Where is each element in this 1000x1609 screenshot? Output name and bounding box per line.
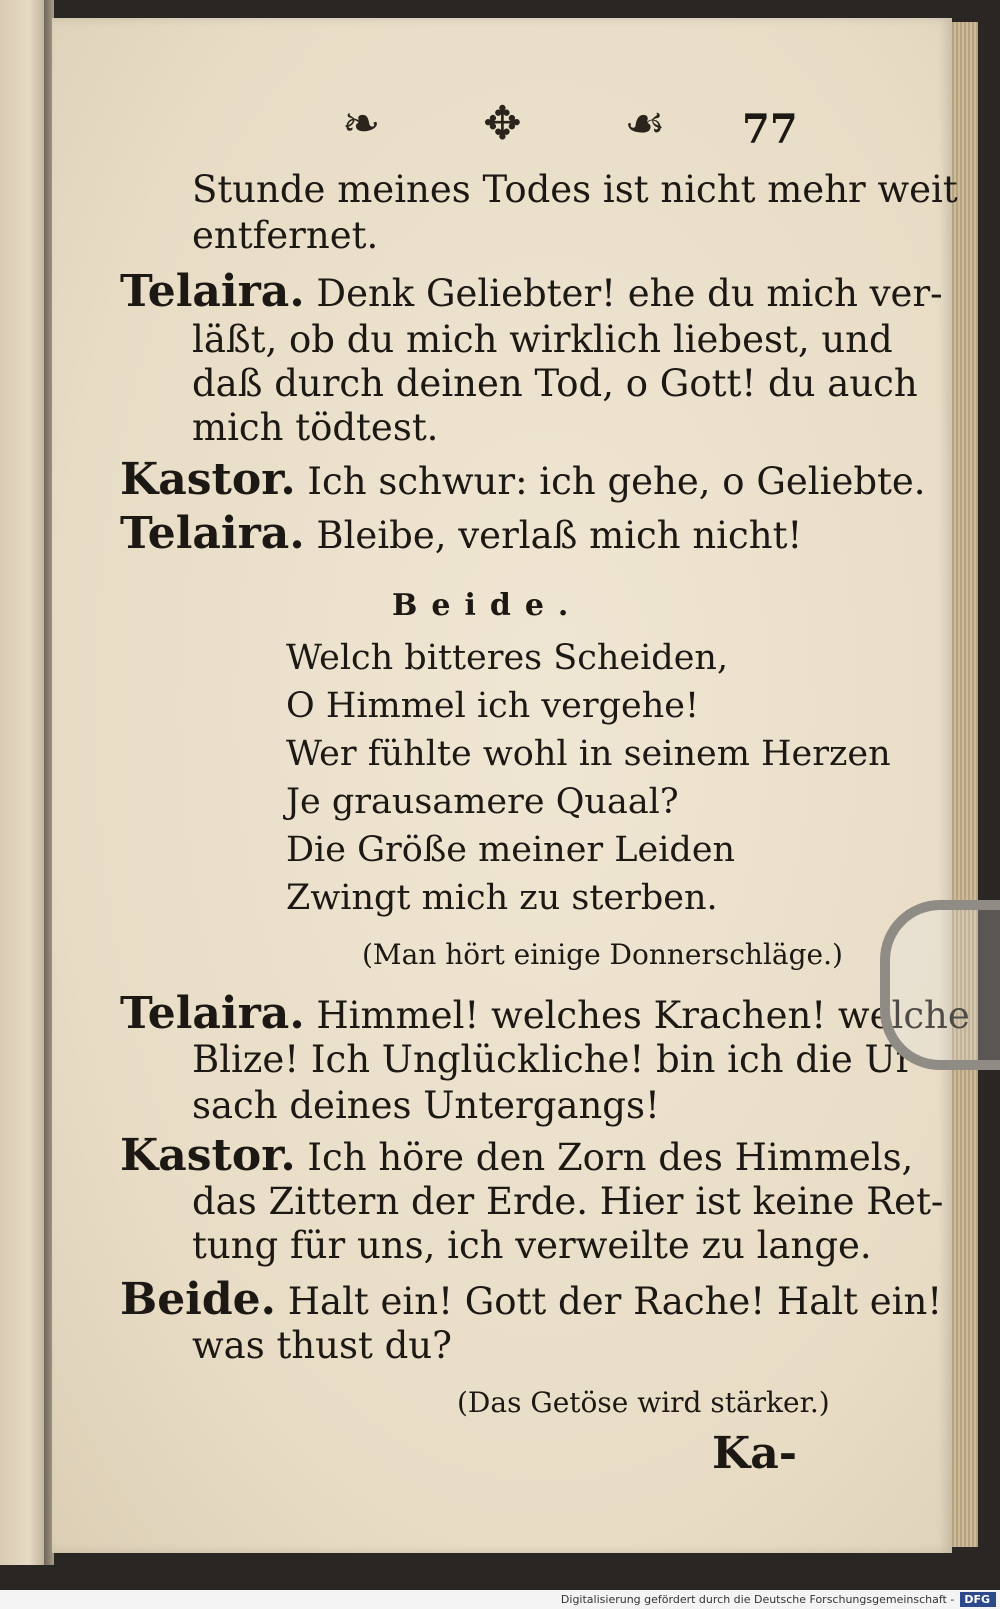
verse-line: O Himmel ich vergehe! [286,686,700,726]
speech-line [120,1274,942,1325]
line-text: Ich schwur: ich gehe, o Geliebte. [307,460,926,503]
text-line [192,1324,452,1367]
text-line [192,1180,943,1223]
speech-line [120,508,802,559]
line-text: tung für uns, ich verweilte zu lange. [192,1224,872,1267]
dfg-logo: DFG [960,1592,996,1607]
page-number: 77 [742,106,798,153]
line-text: Himmel! welches Krachen! welche [316,994,970,1037]
line-text: das Zittern der Erde. Hier ist keine Ret- [192,1180,944,1223]
speaker-name: Telaira. [120,988,305,1039]
line-text: was thust du? [192,1324,452,1367]
line-text: sach deines Untergangs! [192,1084,660,1127]
line-text: mich tödtest. [192,406,439,449]
line-text: Ich höre den Zorn des Himmels, [307,1136,914,1179]
left-page-edge [0,0,48,1565]
speaker-name: Telaira. [120,508,305,559]
verse-line: Zwingt mich zu sterben. [286,878,718,918]
page-clip [880,900,1000,1070]
text-line [192,318,893,361]
book-page [52,18,970,1553]
stage-direction: (Man hört einige Donnerschläge.) [362,938,843,971]
line-text: Halt ein! Gott der Rache! Halt ein! [287,1280,943,1323]
text-line [192,406,438,449]
verse-line: Wer fühlte wohl in seinem Herzen [286,734,891,774]
speech-line [120,988,970,1039]
speech-line [120,1130,913,1181]
speaker-name: Kastor. [120,1130,296,1181]
page-content [52,18,970,1553]
page-stack-edge [950,22,978,1547]
duet-heading: Beide. [392,588,583,623]
line-text: Denk Geliebter! ehe du mich ver- [316,272,943,315]
text-line [192,1224,872,1267]
line-text: daß durch deinen Tod, o Gott! du auch [192,362,918,405]
line-text: läßt, ob du mich wirklich liebest, und [192,318,893,361]
text-line [192,168,958,211]
speech-line [120,266,943,317]
text-line [192,362,918,405]
footer-credit: Digitalisierung gefördert durch die Deutsche Forschungsgemeinschaft - [560,1593,955,1606]
line-text: Blize! Ich Unglückliche! bin ich die Ur- [192,1038,926,1081]
verse-line: Welch bitteres Scheiden, [286,638,729,678]
line-text: Bleibe, verlaß mich nicht! [316,514,803,557]
text-line [192,214,378,257]
header-ornament: ❧ ✥ ☙ [342,96,710,150]
speaker-name: Beide. [120,1274,276,1325]
line-text: Stunde meines Todes ist nicht mehr weit [192,168,958,211]
speech-line [120,454,926,505]
verse-line: Je grausamere Quaal? [286,782,679,822]
verse-line: Die Größe meiner Leiden [286,830,736,870]
catchword: Ka- [712,1428,798,1479]
text-line [192,1084,660,1127]
footer-bar [0,1590,1000,1609]
speaker-name: Telaira. [120,266,305,317]
line-text: entfernet. [192,214,379,257]
speaker-name: Kastor. [120,454,296,505]
stage-direction: (Das Getöse wird stärker.) [457,1386,830,1419]
text-line [192,1038,926,1081]
